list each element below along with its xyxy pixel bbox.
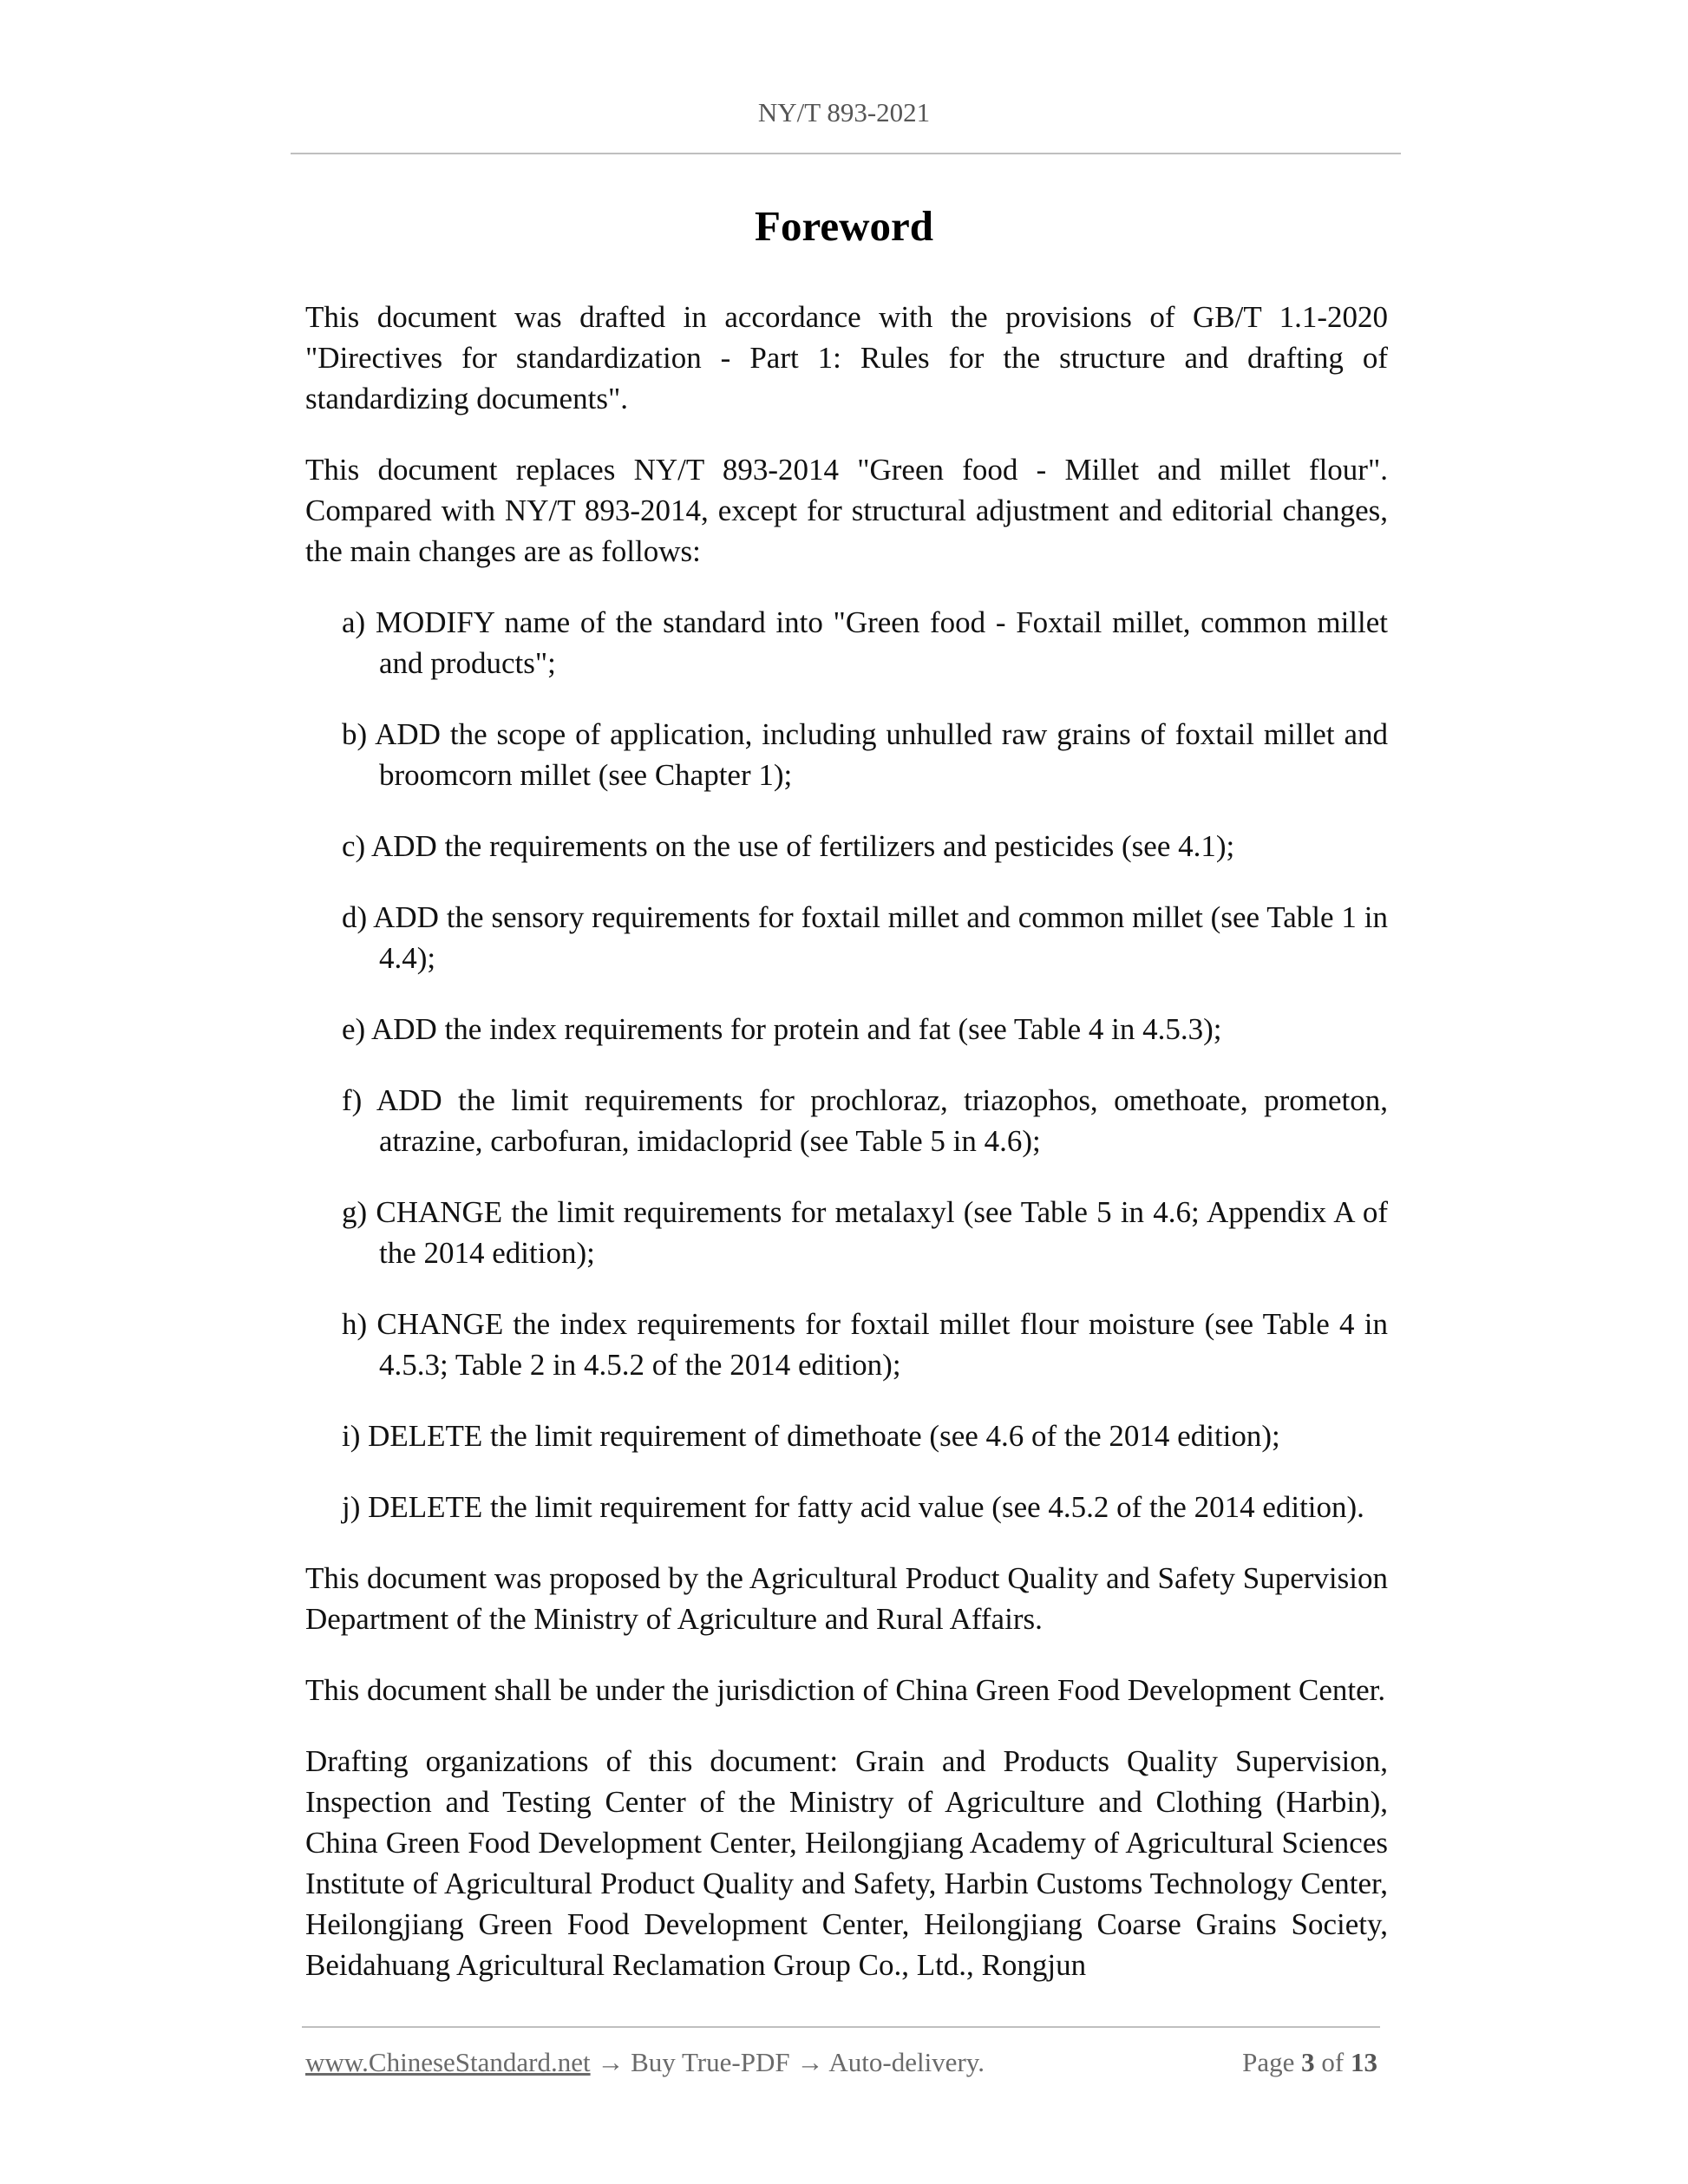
list-item-h: h) CHANGE the index requirements for foxtail millet flour moisture (see Table 4 in 4.5.3; Table 2 in 4.5.2 of the 2014 edition);	[342, 1307, 1388, 1382]
list-item-c: c) ADD the requirements on the use of fertilizers and pesticides (see 4.1);	[342, 829, 1235, 863]
list-item-j: j) DELETE the limit requirement for fatty acid value (see 4.5.2 of the 2014 edition).	[342, 1490, 1364, 1524]
paragraph-drafting-organizations: Drafting organizations of this document: Grain and Products Quality Supervision, Inspection and Testing Center of the Ministry of Agriculture and Clothing (Harbin), China Green Food Development Center, Heilongjiang Academy of Agricultural Sciences Institute of Agricultural Product Quality and Safety, Harbin Customs Technology Center, Heilongjiang Green Food Development Center, Heilongjiang Coarse Grains Society, Beidahuang Agricultural Reclamation Group Co., Ltd., Rongjun	[305, 1744, 1388, 1982]
changes-list	[305, 602, 1388, 1527]
footer-promo-text: → Buy True-PDF → Auto-delivery.	[590, 2047, 985, 2077]
page-title: Foreword	[755, 202, 933, 250]
page-number	[1242, 2047, 1377, 2078]
list-item-a: a) MODIFY name of the standard into "Green food - Foxtail millet, common millet and products";	[342, 605, 1388, 680]
document-body	[305, 297, 1388, 2016]
paragraph-replaces: This document replaces NY/T 893-2014 "Green food - Millet and millet flour". Compared with NY/T 893-2014, except for structural adjustment and editorial changes, the main changes are as follows:	[305, 453, 1388, 568]
list-item-b: b) ADD the scope of application, including unhulled raw grains of foxtail millet and broomcorn millet (see Chapter 1);	[342, 717, 1388, 792]
paragraph-drafting-provisions: This document was drafted in accordance with the provisions of GB/T 1.1-2020 "Directives for standardization - Part 1: Rules for the structure and drafting of standardizing documents".	[305, 300, 1388, 415]
paragraph-jurisdiction: This document shall be under the jurisdiction of China Green Food Development Center.	[305, 1673, 1386, 1707]
footer-promo	[305, 2047, 985, 2078]
paragraph-proposed-by: This document was proposed by the Agricultural Product Quality and Safety Supervision Department of the Ministry of Agriculture and Rural Affairs.	[305, 1561, 1388, 1636]
header-divider	[291, 153, 1401, 154]
footer-divider	[302, 2026, 1380, 2028]
list-item-d: d) ADD the sensory requirements for foxtail millet and common millet (see Table 1 in 4.4);	[342, 900, 1388, 975]
list-item-i: i) DELETE the limit requirement of dimethoate (see 4.6 of the 2014 edition);	[342, 1419, 1280, 1453]
website-link[interactable]: www.ChineseStandard.net	[305, 2047, 591, 2077]
current-page: 3	[1301, 2047, 1315, 2077]
list-item-e: e) ADD the index requirements for protein and fat (see Table 4 in 4.5.3);	[342, 1012, 1222, 1046]
running-header: NY/T 893-2021	[757, 97, 931, 128]
total-pages: 13	[1351, 2047, 1377, 2077]
page-of-label: of	[1314, 2047, 1351, 2077]
list-item-f: f) ADD the limit requirements for prochloraz, triazophos, omethoate, prometon, atrazine, carbofuran, imidacloprid (see Table 5 in 4.6);	[342, 1083, 1388, 1158]
page-label: Page	[1242, 2047, 1302, 2077]
list-item-g: g) CHANGE the limit requirements for metalaxyl (see Table 5 in 4.6; Appendix A of the 2014 edition);	[342, 1195, 1388, 1270]
